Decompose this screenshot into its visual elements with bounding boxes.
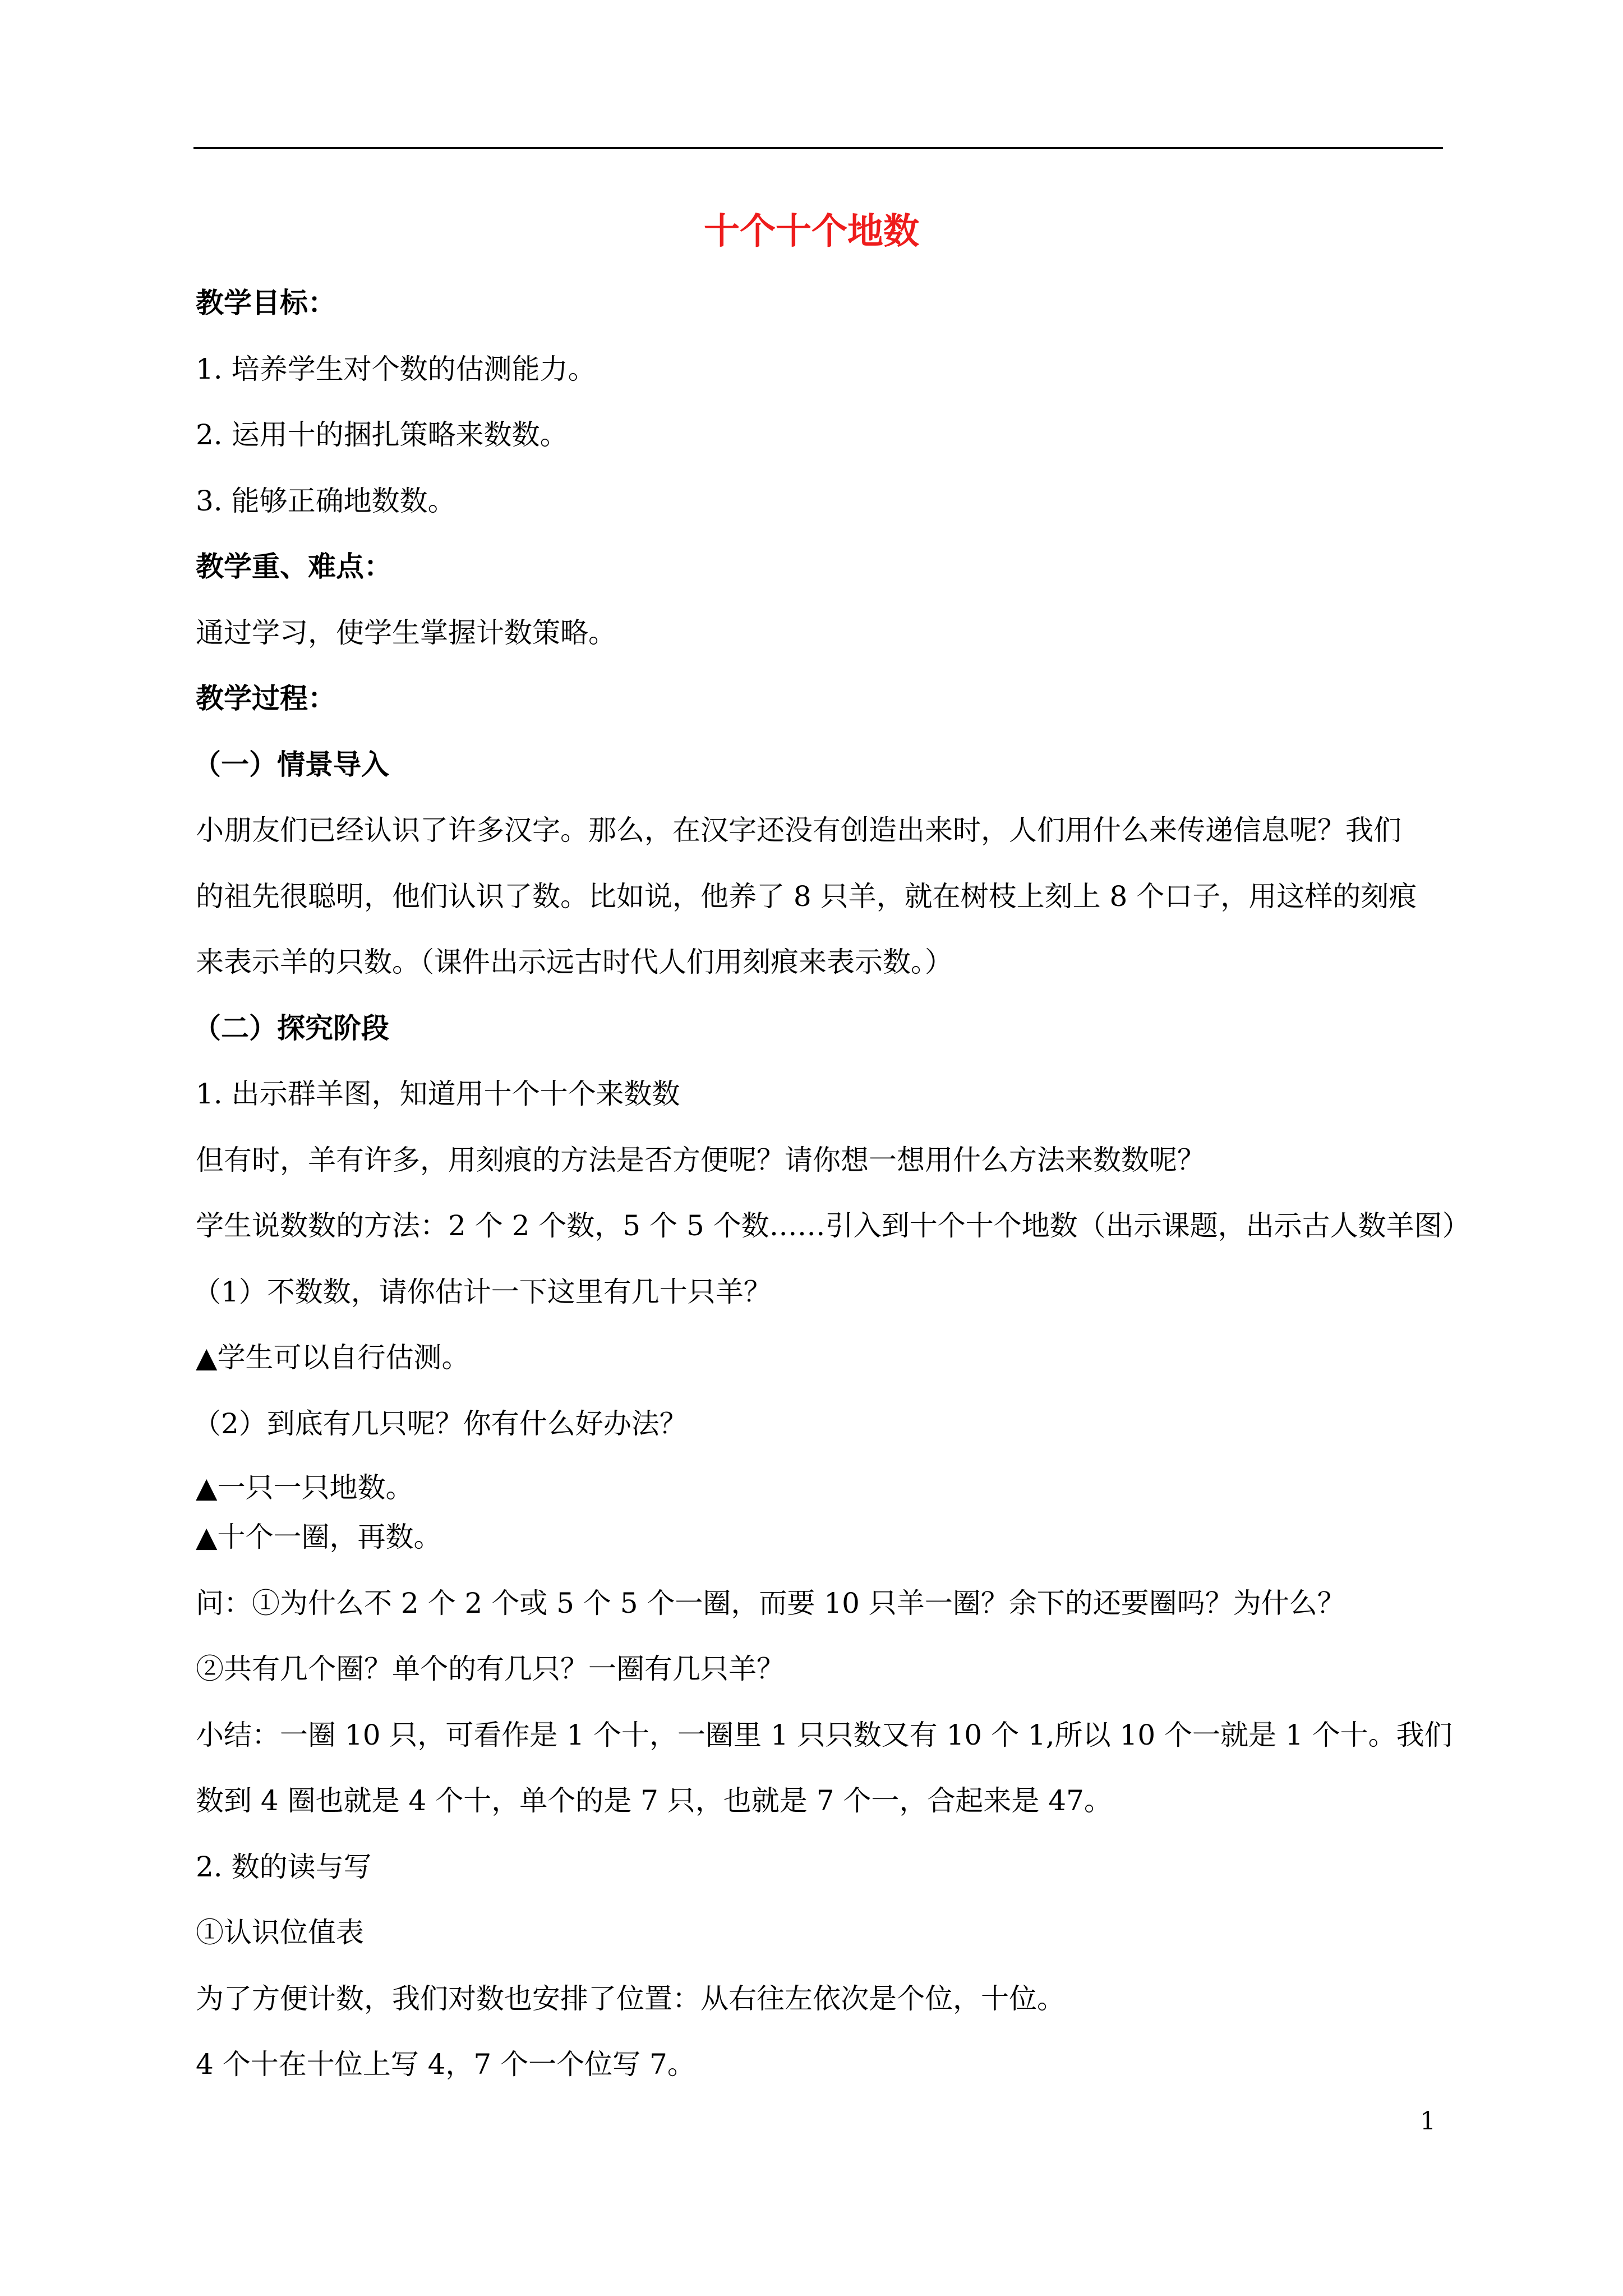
paragraph-line: ▲十个一圈，再数。 — [196, 1521, 442, 1553]
paragraph-line: 为了方便计数，我们对数也安排了位置：从右往左依次是个位，十位。 — [196, 1982, 1065, 2015]
paragraph-line: ▲一只一只地数。 — [196, 1471, 414, 1504]
paragraph-line: 来表示羊的只数。（课件出示远古时代人们用刻痕来表示数。） — [196, 946, 953, 978]
paragraph-line: ①认识位值表 — [196, 1916, 364, 1949]
page-number: 1 — [1420, 2107, 1436, 2136]
objective-item-1: 1. 培养学生对个数的估测能力。 — [196, 353, 596, 385]
paragraph-line: 数到 4 圈也就是 4 个十，单个的是 7 只，也就是 7 个一，合起来是 47。 — [196, 1784, 1112, 1817]
paragraph-line: 小结：一圈 10 只，可看作是 1 个十，一圈里 1 只只数又有 10 个 1,所以 10 个一就是 1 个十。我们 — [196, 1719, 1453, 1751]
part1-heading: （一）情景导入 — [193, 748, 389, 781]
keypoints-heading: 教学重、难点： — [196, 550, 392, 583]
paragraph-line: ▲学生可以自行估测。 — [196, 1341, 470, 1374]
paragraph-line: 2. 数的读与写 — [196, 1851, 372, 1883]
paragraph-line: 问：①为什么不 2 个 2 个或 5 个 5 个一圈，而要 10 只羊一圈？余下的还要圈吗？为什么？ — [196, 1587, 1345, 1619]
paragraph-line: （2）到底有几只呢？你有什么好办法？ — [193, 1407, 688, 1440]
paragraph-line: （1）不数数，请你估计一下这里有几十只羊？ — [193, 1276, 772, 1308]
page-title: 十个十个地数 — [704, 210, 919, 252]
objectives-heading: 教学目标： — [196, 286, 336, 319]
header-rule — [193, 147, 1443, 149]
paragraph-line: 小朋友们已经认识了许多汉字。那么，在汉字还没有创造出来时，人们用什么来传递信息呢？我们 — [196, 814, 1401, 846]
part2-heading: （二）探究阶段 — [193, 1011, 389, 1045]
paragraph-line: 1. 出示群羊图，知道用十个十个来数数 — [196, 1078, 680, 1110]
keypoints-text: 通过学习，使学生掌握计数策略。 — [196, 616, 616, 649]
paragraph-line: 的祖先很聪明，他们认识了数。比如说，他养了 8 只羊，就在树枝上刻上 8 个口子，用这样的刻痕 — [196, 880, 1417, 913]
objective-item-2: 2. 运用十的捆扎策略来数数。 — [196, 418, 568, 451]
paragraph-line: ②共有几个圈？单个的有几只？一圈有几只羊？ — [196, 1653, 785, 1685]
paragraph-line: 4 个十在十位上写 4，7 个一个位写 7。 — [196, 2048, 695, 2081]
paragraph-line: 但有时，羊有许多，用刻痕的方法是否方便呢？请你想一想用什么方法来数数呢？ — [196, 1144, 1205, 1176]
paragraph-line: 学生说数数的方法：2 个 2 个数，5 个 5 个数……引入到十个十个地数（出示课题，出示古人数羊图） — [196, 1209, 1470, 1242]
objective-item-3: 3. 能够正确地数数。 — [196, 485, 456, 517]
process-heading: 教学过程： — [196, 682, 336, 715]
